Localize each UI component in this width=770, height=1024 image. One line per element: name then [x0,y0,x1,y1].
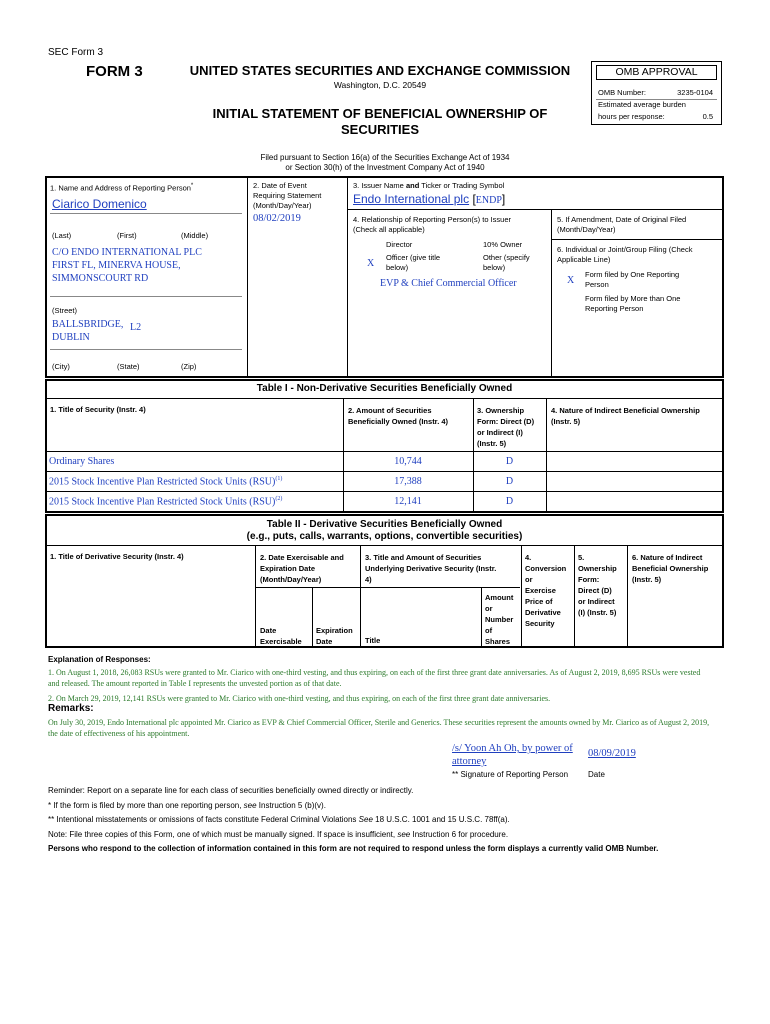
remarks-heading: Remarks: [48,703,94,714]
table2-col5-line5: or Indirect [578,597,615,606]
sec-form-label: SEC Form 3 [48,47,104,58]
table2-col4-line7: Security [525,619,555,628]
table1-col4-header [551,405,700,427]
expiration-line1: Expiration [316,626,353,635]
table1-row3-title: 2015 Stock Incentive Plan Restricted Stock Units (RSU)$^{(2)}$ [49,496,283,508]
misstatements-note: ** Intentional misstatements or omissions of facts constitute Federal Criminal Violations See 18 U.S.C. 1001 and 15 U.S.C. 78ff(a). [48,815,510,824]
signature-label: ** Signature of Reporting Person [452,770,569,779]
table2-col4-line4: Exercise [525,586,556,595]
table2-col6-line3: (Instr. 5) [632,575,662,584]
first-label: (First) [117,231,137,240]
box5-label-line2: (Month/Day/Year) [557,225,616,234]
table2-col4-header [525,552,566,629]
amount-shares-header [485,592,513,647]
table2-title-line1: Table II - Derivative Securities Beneficially Owned [266,519,503,530]
officer-option-line1: Officer (give title [386,253,441,262]
omb-approval-box [591,61,722,125]
box6-label-line1: 6. Individual or Joint/Group Filing (Check [557,245,693,254]
form-name: FORM 3 [86,63,143,80]
officer-title: EVP & Chief Commercial Officer [380,278,517,289]
table2-title-line2: (e.g., puts, calls, warrants, options, convertible securities) [246,531,523,542]
one-person-line1: Form filed by One Reporting [585,270,680,279]
filed-line1: Filed pursuant to Section 16(a) of the Securities Exchange Act of 1934 [260,153,510,162]
address-line2: FIRST FL, MINERVA HOUSE, [52,260,181,271]
address-line1: C/O ENDO INTERNATIONAL PLC [52,247,202,258]
director-option: Director [386,240,413,249]
omb-notice: Persons who respond to the collection of information contained in this form are not required to respond unless the form displays a currently valid OMB Number. [48,844,659,853]
table2-col5-line4: Direct (D) [578,586,612,595]
signature [452,742,573,768]
city-value [52,318,123,344]
box5-label-line1: 5. If Amendment, Date of Original Filed [557,215,687,224]
underlying-title-header: Title [365,636,381,645]
table1-row3-form: D [505,496,514,507]
table2-col3-line3: 4) [365,575,372,584]
amount-line5: Shares [485,637,511,646]
amount-line3: Number [485,615,514,624]
omb-hours-value: 0.5 [702,112,713,121]
box4-label-line1: 4. Relationship of Reporting Person(s) to Issuer [353,215,511,224]
table1-col4-line2: (Instr. 5) [551,417,581,426]
ten-percent-owner-option: 10% Owner [483,240,523,249]
table2-col1-header: 1. Title of Derivative Security (Instr. 4) [50,552,184,561]
box3-label: 3. Issuer Name and Ticker or Trading Symbol [353,181,505,190]
table2-col4-line6: Derivative [525,608,561,617]
reporting-person-name[interactable]: Ciarico Domenico [52,197,147,211]
date-label: Date [588,770,605,779]
table2-col5-line3: Form: [578,575,600,584]
table2-col4-line3: or [525,575,533,584]
box6-label [557,245,692,265]
ticker-bracket-close: ] [501,192,506,206]
table2-col6-line1: 6. Nature of Indirect [632,553,703,562]
table2-col2-line2: Expiration Date [260,564,316,573]
form-title [180,106,580,138]
footer-notes [48,784,723,857]
table2-col3-header [365,552,496,585]
address-block [52,246,202,285]
copies-note: Note: File three copies of this Form, one of which must be manually signed. If space is insufficient, see Instruction 6 for procedure. [48,829,509,839]
one-person-option [585,270,679,290]
more-persons-line2: Reporting Person [585,304,644,313]
signature-line1: /s/ Yoon Ah Oh, by power of [452,743,573,754]
explanation-responses [48,667,723,704]
box2-label-line2: Requiring Statement [253,191,322,200]
table2-col5-line1: 5. [578,553,585,562]
box1-label: 1. Name and Address of Reporting Person* [50,183,194,193]
other-option-line2: below) [483,263,506,272]
officer-check-mark: X [367,258,375,269]
table1-col2-header [348,405,448,427]
signature-date: 08/09/2019 [588,748,636,759]
table1-col3-line1: 3. Ownership [477,406,525,415]
one-person-check-mark: X [567,275,575,286]
table2-title [45,519,724,543]
box2-label-line3: (Month/Day/Year) [253,201,312,210]
city-label: (City) [52,362,70,371]
omb-title: OMB APPROVAL [596,65,717,80]
agency-title: UNITED STATES SECURITIES AND EXCHANGE COMMISSION [189,63,571,78]
street-label: (Street) [52,306,78,315]
box5-label [557,215,686,235]
agency-location: Washington, D.C. 20549 [333,80,427,90]
date-exercisable-line2: Exercisable [260,637,302,646]
table1-row3-amount: 12,141 [394,496,422,507]
table1-row2-form: D [505,476,514,487]
other-option-line1: Other (specify [483,253,530,262]
response1-line2: and released. The amount reported in Table I represents the unvested portion as of that date. [48,679,342,688]
amount-line1: Amount [485,593,514,602]
table2-col2-line3: (Month/Day/Year) [260,575,322,584]
table2-col5-line2: Ownership [578,564,617,573]
table2-col4-line2: Conversion [525,564,567,573]
reminder-note: Reminder: Report on a separate line for each class of securities beneficially owned directly or indirectly. [48,786,414,795]
table1-col1-header: 1. Title of Security (Instr. 4) [50,405,146,414]
explanation-heading: Explanation of Responses: [48,655,151,664]
table1-row2-title: 2015 Stock Incentive Plan Restricted Stock Units (RSU)$^{(1)}$ [49,476,283,488]
table2-col6-line2: Beneficial Ownership [632,564,709,573]
table2-col4-line1: 4. [525,553,532,562]
form-title-line2: SECURITIES [340,122,419,137]
table2-col4-line5: Price of [525,597,553,606]
box6-label-line2: Applicable Line) [557,255,611,264]
remarks-line2: the date of effectiveness of his appointment. [48,729,190,738]
officer-option-line2: below) [386,263,409,272]
table2-col2-line1: 2. Date Exercisable and [260,553,344,562]
expiration-line2: Date [316,637,333,646]
table1-col2-line1: 2. Amount of Securities [348,406,432,415]
form-title-line1: INITIAL STATEMENT OF BENEFICIAL OWNERSHIP OF [212,106,548,121]
issuer-line [353,192,505,206]
table1-col3-header [477,405,534,449]
box2-label [253,181,321,211]
remarks-line1: On July 30, 2019, Endo International plc appointed Mr. Ciarico as EVP & Chief Commercial Officer, Sterile and Generics. These securities represent the amounts owned by Mr. Ciarico as of August 2, 2019, [48,718,710,727]
table2-col2-header [260,552,344,585]
table1-row1-form: D [505,456,514,467]
table2-col6-header [632,552,708,585]
table1-row2-amount: 17,388 [394,476,422,487]
date-exercisable-header [260,625,302,647]
table2-col5-header [578,552,617,618]
table1-col3-line4: (Instr. 5) [477,439,507,448]
table2-col3-line1: 3. Title and Amount of Securities [365,553,482,562]
signature-line2: attorney [452,756,487,767]
address-line3: SIMMONSCOURT RD [52,273,149,284]
one-person-line2: Person [585,280,609,289]
remarks-text [48,717,723,739]
ticker-bracket-open: [ [472,192,476,206]
date-exercisable-line1: Date [260,626,277,635]
officer-option [386,253,440,273]
filed-line2: or Section 30(h) of the Investment Company Act of 1940 [285,163,485,172]
table1-col4-line1: 4. Nature of Indirect Beneficial Ownership [551,406,700,415]
table1-col2-line2: Beneficially Owned (Instr. 4) [348,417,449,426]
issuer-name[interactable]: Endo International plc [353,192,470,206]
more-persons-line1: Form filed by More than One [585,294,681,303]
expiration-date-header [316,625,353,647]
filed-pursuant [180,153,590,173]
table1-title: Table I - Non-Derivative Securities Beneficially Owned [256,383,513,394]
other-option [483,253,530,273]
ticker-symbol: ENDP [475,195,502,206]
table1-row1-amount: 10,744 [394,456,422,467]
last-label: (Last) [52,231,72,240]
amount-line4: of [485,626,493,635]
zip-label: (Zip) [181,362,197,371]
omb-number-value: 3235-0104 [677,88,713,97]
state-label: (State) [117,362,140,371]
multiple-filers-note: * If the form is filed by more than one reporting person, see Instruction 5 (b)(v). [48,800,326,810]
omb-burden-label: Estimated average burden [598,100,686,109]
omb-hours-label: hours per response: [598,112,665,121]
response1-line1: 1. On August 1, 2018, 26,083 RSUs were granted to Mr. Ciarico with one-third vesting, and thus expiring, on each of the first three grant date anniversaries. As of August 2, 2019, 8,695 RSUs were vested [48,668,701,677]
state-value: L2 [130,322,142,333]
amount-line2: or [485,604,493,613]
box4-label [353,215,511,235]
omb-number-label: OMB Number: [598,88,646,97]
more-persons-option [585,294,680,314]
event-date: 08/02/2019 [253,213,301,224]
box4-label-line2: (Check all applicable) [353,225,425,234]
box2-label-line1: 2. Date of Event [253,181,307,190]
middle-label: (Middle) [181,231,209,240]
table1-col3-line3: or Indirect (I) [477,428,523,437]
response2: 2. On March 29, 2019, 12,141 RSUs were granted to Mr. Ciarico with one-third vesting, and thus expiring, on each of the first three grant date anniversaries. [48,694,551,703]
table1 [45,379,724,513]
table2-col3-line2: Underlying Derivative Security (Instr. [365,564,497,573]
table1-row1-title: Ordinary Shares [49,456,115,467]
table2-col5-line6: (I) (Instr. 5) [578,608,617,617]
table1-col3-line2: Form: Direct (D) [477,417,535,426]
city-line2: DUBLIN [52,332,90,343]
city-line1: BALLSBRIDGE, [52,319,124,330]
